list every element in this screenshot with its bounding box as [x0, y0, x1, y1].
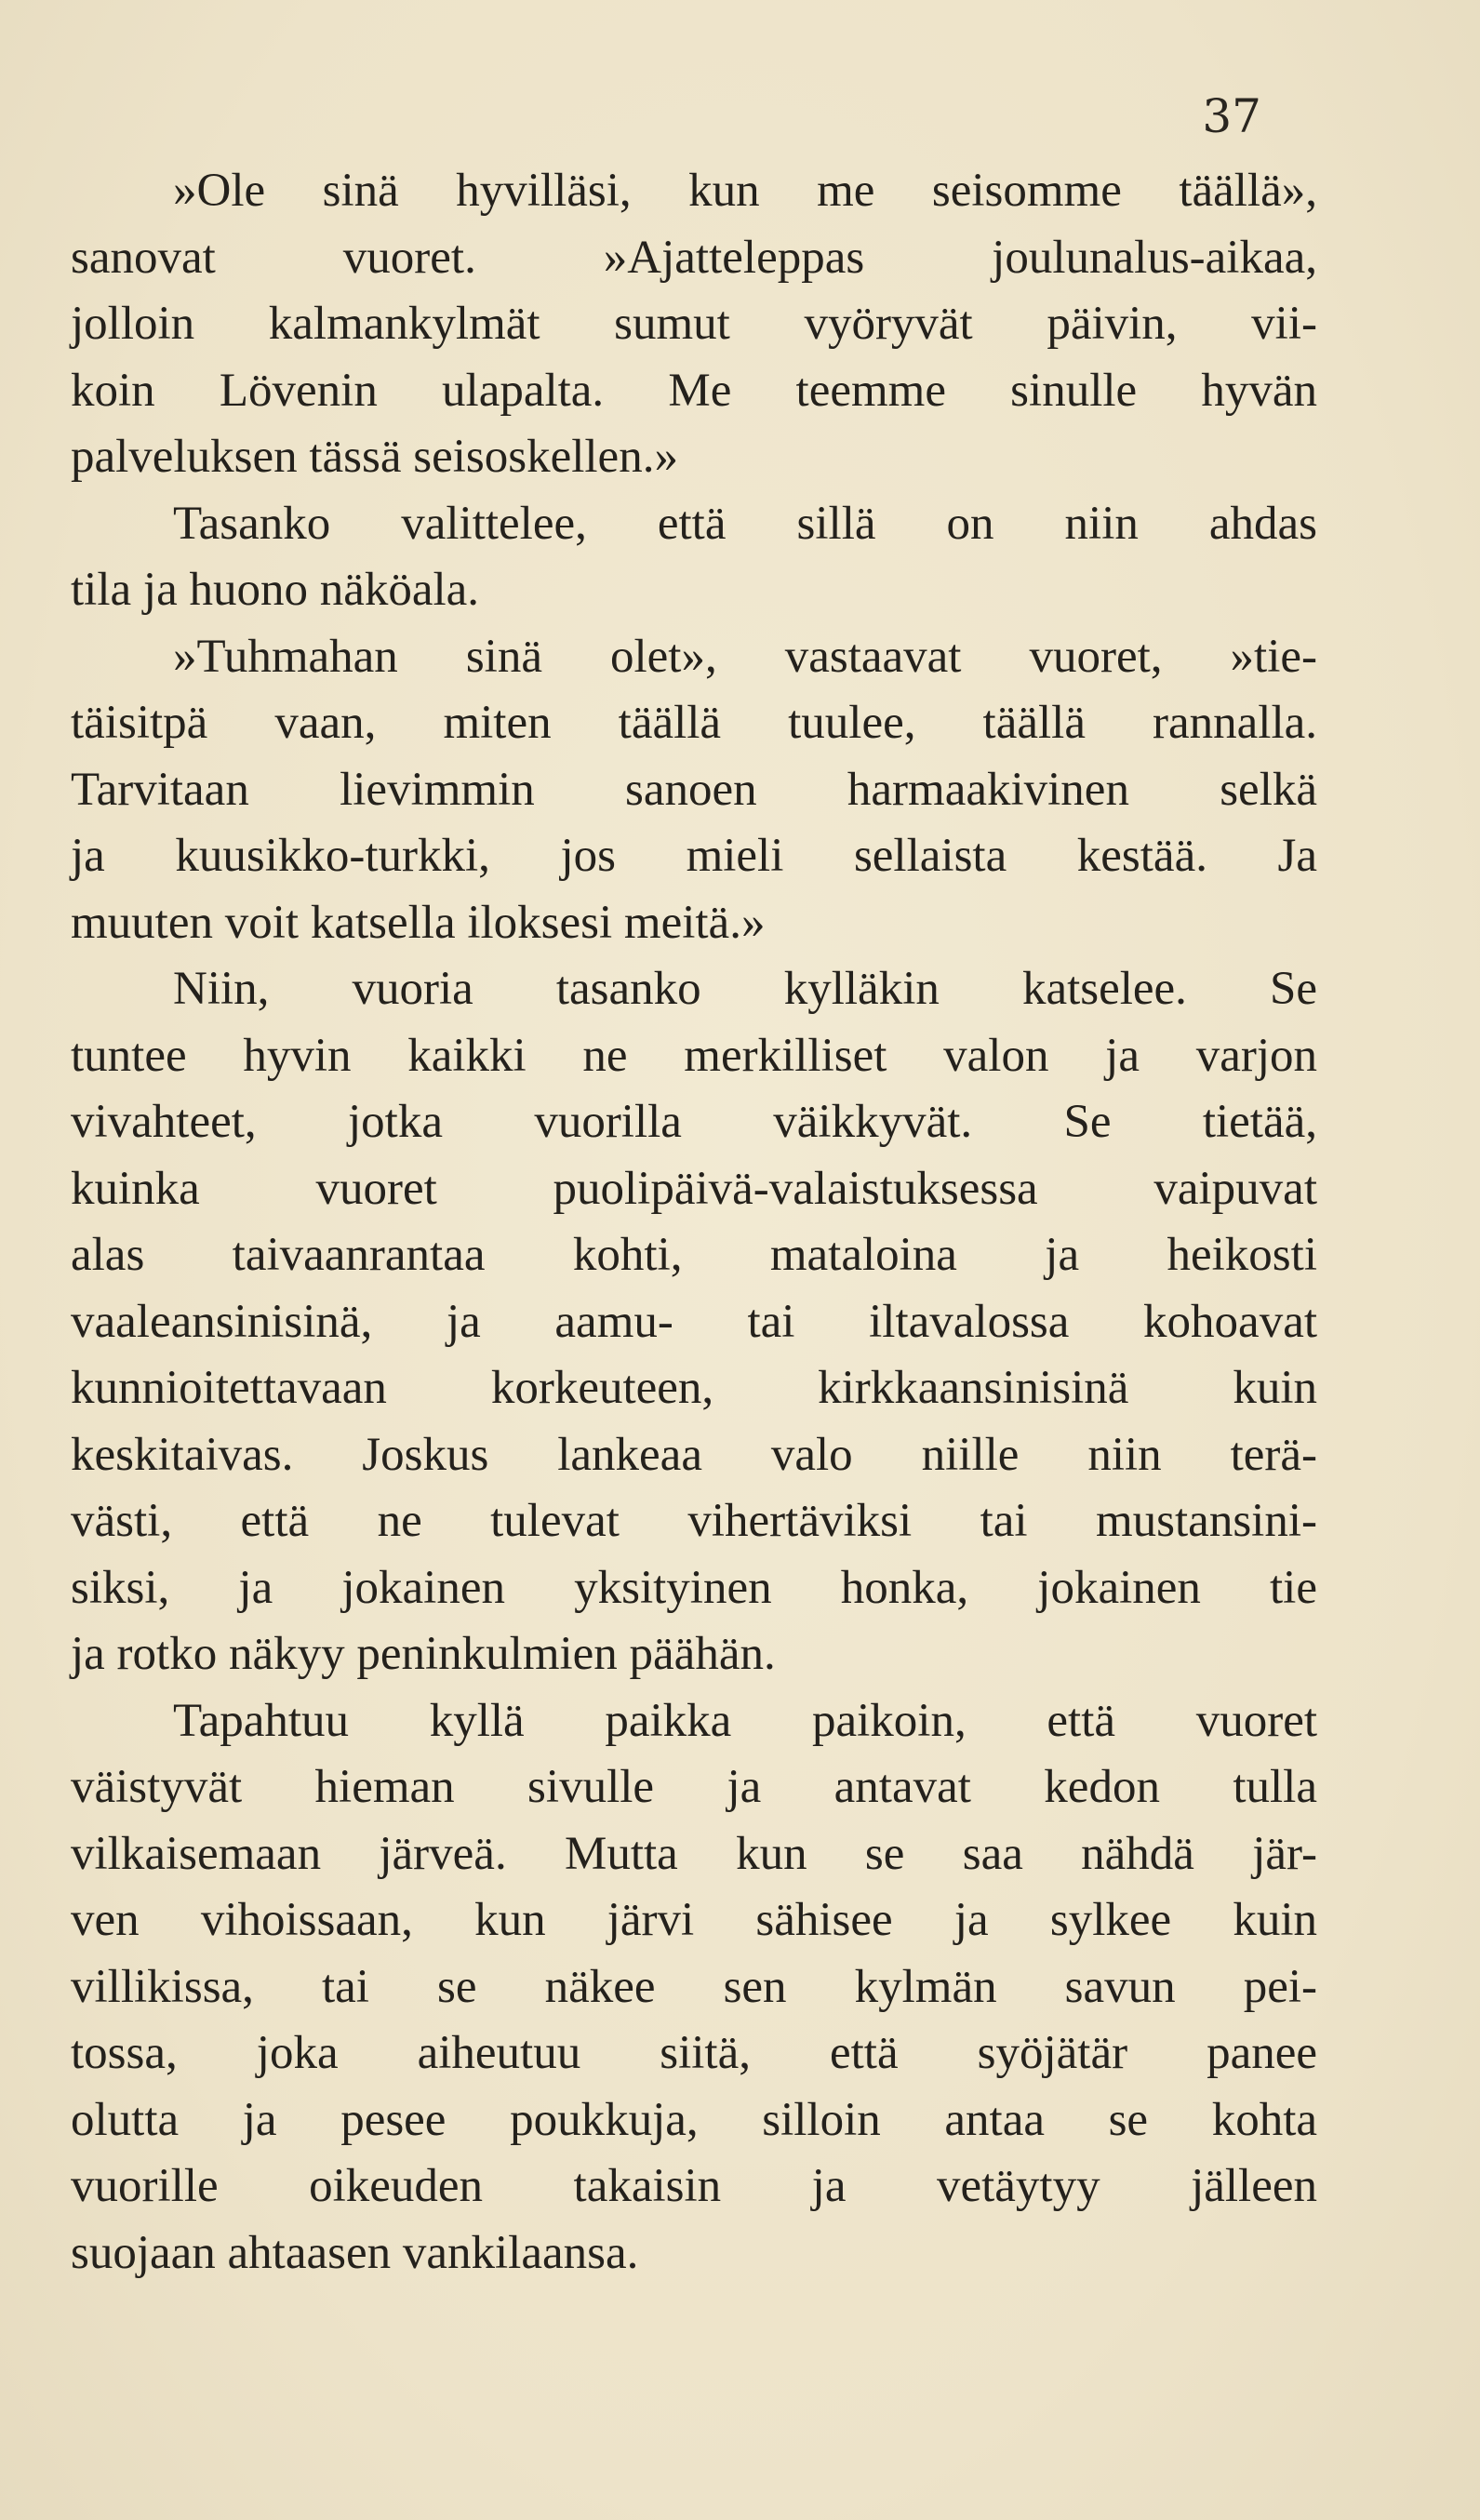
text-line: »Tuhmahan sinä olet», vastaavat vuoret, »tie-: [173, 630, 1317, 683]
text-line: ja kuusikko-turkki, jos mieli sellaista kestää. Ja: [71, 830, 1317, 882]
text-line: ja rotko näkyy peninkulmien päähän.: [71, 1628, 776, 1680]
text-line: tossa, joka aiheutuu siitä, että syöjätär panee: [71, 2027, 1317, 2079]
body-text: [71, 158, 1317, 2287]
text-line: tila ja huono näköala.: [71, 564, 480, 616]
text-line: palveluksen tässä seisoskellen.»: [71, 431, 678, 483]
text-line: alas taivaanrantaa kohti, mataloina ja heikosti: [71, 1229, 1317, 1281]
text-line: väistyvät hieman sivulle ja antavat kedon tulla: [71, 1761, 1317, 1813]
text-line: Niin, vuoria tasanko kylläkin katselee. Se: [173, 963, 1317, 1015]
text-line: vivahteet, jotka vuorilla väikkyvät. Se tietää,: [71, 1096, 1317, 1148]
text-line: sanovat vuoret. »Ajatteleppas joulunalus-aikaa,: [71, 231, 1317, 284]
text-line: jolloin kalmankylmät sumut vyöryvät päivin, vii-: [71, 298, 1317, 350]
text-line: »Ole sinä hyvilläsi, kun me seisomme täällä»,: [173, 165, 1317, 217]
text-line: täisitpä vaan, miten täällä tuulee, täällä rannalla.: [71, 697, 1317, 749]
text-line: västi, että ne tulevat vihertäviksi tai mustansini-: [71, 1495, 1317, 1547]
text-line: vaaleansinisinä, ja aamu- tai iltavalossa kohoavat: [71, 1295, 1317, 1348]
text-line: vilkaisemaan järveä. Mutta kun se saa nähdä jär-: [71, 1827, 1317, 1880]
text-line: ven vihoissaan, kun järvi sähisee ja sylkee kuin: [71, 1894, 1317, 1946]
text-line: villikissa, tai se näkee sen kylmän savun pei-: [71, 1960, 1317, 2013]
text-line: kuinka vuoret puolipäivä-valaistuksessa vaipuvat: [71, 1162, 1317, 1215]
text-line: tuntee hyvin kaikki ne merkilliset valon ja varjon: [71, 1029, 1317, 1082]
text-line: suojaan ahtaasen vankilaansa.: [71, 2226, 639, 2279]
text-line: koin Lövenin ulapalta. Me teemme sinulle hyvän: [71, 364, 1317, 417]
text-line: Tapahtuu kyllä paikka paikoin, että vuoret: [173, 1694, 1317, 1747]
text-line: olutta ja pesee poukkuja, silloin antaa se kohta: [71, 2093, 1317, 2146]
text-line: siksi, ja jokainen yksityinen honka, jokainen tie: [71, 1561, 1317, 1614]
text-line: Tasanko valittelee, että sillä on niin ahdas: [173, 497, 1317, 550]
text-line: Tarvitaan lievimmin sanoen harmaakivinen selkä: [71, 763, 1317, 816]
text-line: keskitaivas. Joskus lankeaa valo niille niin terä-: [71, 1428, 1317, 1481]
text-line: muuten voit katsella iloksesi meitä.»: [71, 896, 766, 949]
text-line: vuorille oikeuden takaisin ja vetäytyy jälleen: [71, 2160, 1317, 2212]
text-line: kunnioitettavaan korkeuteen, kirkkaansinisinä kuin: [71, 1362, 1317, 1414]
page-number: 37: [1202, 89, 1261, 143]
